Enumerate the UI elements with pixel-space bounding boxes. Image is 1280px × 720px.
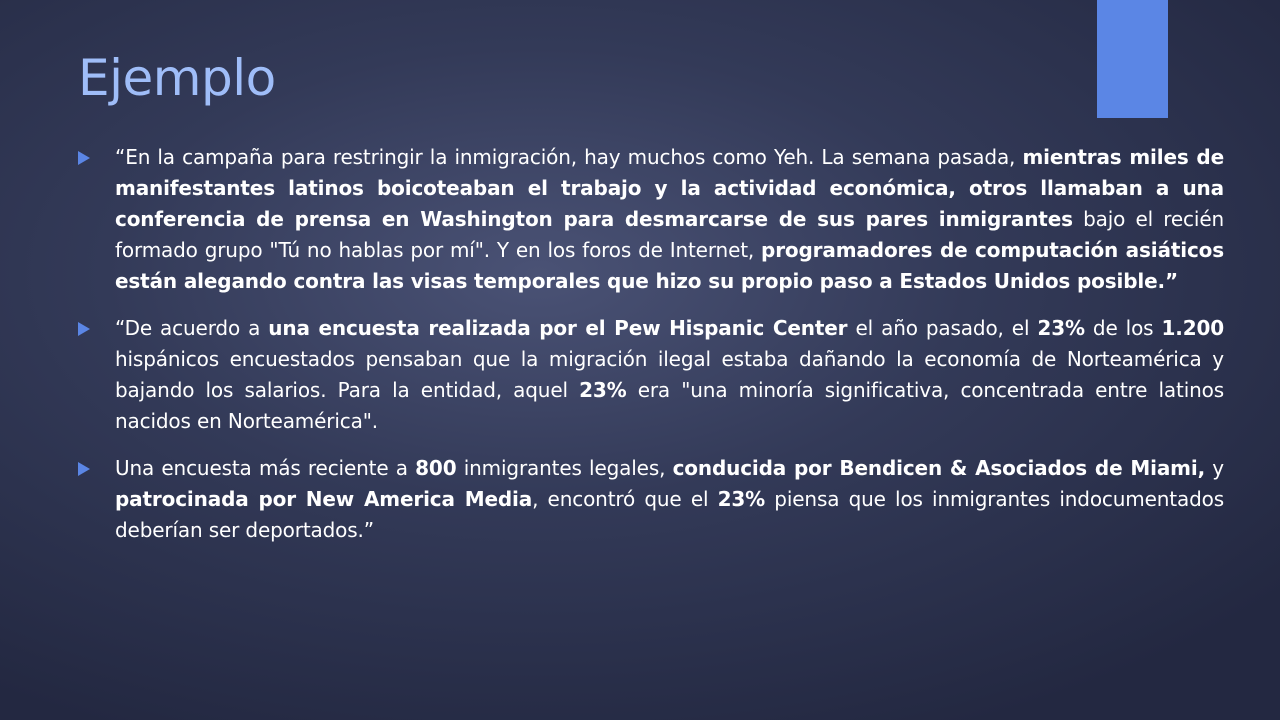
triangle-right-icon — [78, 322, 90, 336]
bold-text-segment: programadores de computación asiáticos están alegando contra las visas temporales que hizo su propio paso a Estados Unidos posible. — [115, 238, 1224, 293]
bold-text-segment: 1.200 — [1161, 316, 1225, 340]
bold-text-segment: conducida por Bendicen & Asociados de Miami, — [672, 456, 1206, 480]
triangle-right-icon — [78, 462, 90, 476]
bullet-item-recent-survey — [78, 453, 1224, 546]
bold-text-segment: 23% — [1037, 316, 1085, 340]
text-segment: ” — [1164, 269, 1178, 293]
text-segment: de los — [1084, 316, 1162, 340]
accent-bar — [1097, 0, 1168, 118]
slide-title: Ejemplo — [78, 49, 276, 107]
text-segment: inmigrantes legales, — [456, 456, 673, 480]
triangle-right-icon — [78, 151, 90, 165]
bold-text-segment: mientras miles de manifestantes latinos boicoteaban el trabajo y la actividad económica, otros llamaban a una conferencia de prensa en Washington para desmarcarse de sus pares inmigrantes — [115, 145, 1224, 231]
bold-text-segment: 23% — [579, 378, 627, 402]
bullet-item-pew-survey — [78, 313, 1224, 437]
text-segment: Una encuesta más reciente a — [115, 456, 416, 480]
bullet-text — [115, 456, 1224, 542]
bullet-text — [115, 316, 1224, 433]
text-segment: era "una minoría significativa, concentrada entre latinos nacidos en Norteamérica". — [115, 378, 1224, 433]
bold-text-segment: 23% — [717, 487, 766, 511]
text-segment: , encontró que el — [532, 487, 718, 511]
bullet-list — [78, 142, 1224, 562]
text-segment: “De acuerdo a — [115, 316, 269, 340]
text-segment: hispánicos encuestados pensaban que la migración ilegal estaba dañando la economía de Norteamérica y bajando los salarios. Para la entidad, aquel — [115, 347, 1224, 402]
text-segment: bajo el recién formado grupo "Tú no hablas por mí". Y en los foros de Internet, — [115, 207, 1224, 262]
bullet-item-campaign — [78, 142, 1224, 297]
text-segment: piensa que los inmigrantes indocumentados deberían ser deportados.” — [115, 487, 1224, 542]
bullet-text — [115, 145, 1224, 293]
text-segment: el año pasado, el — [847, 316, 1038, 340]
text-segment: “En la campaña para restringir la inmigración, hay muchos como Yeh. La semana pasada, — [115, 145, 1023, 169]
bold-text-segment: 800 — [415, 456, 457, 480]
text-segment: y — [1205, 456, 1224, 480]
bold-text-segment: patrocinada por New America Media — [115, 487, 533, 511]
bold-text-segment: una encuesta realizada por el Pew Hispanic Center — [268, 316, 848, 340]
